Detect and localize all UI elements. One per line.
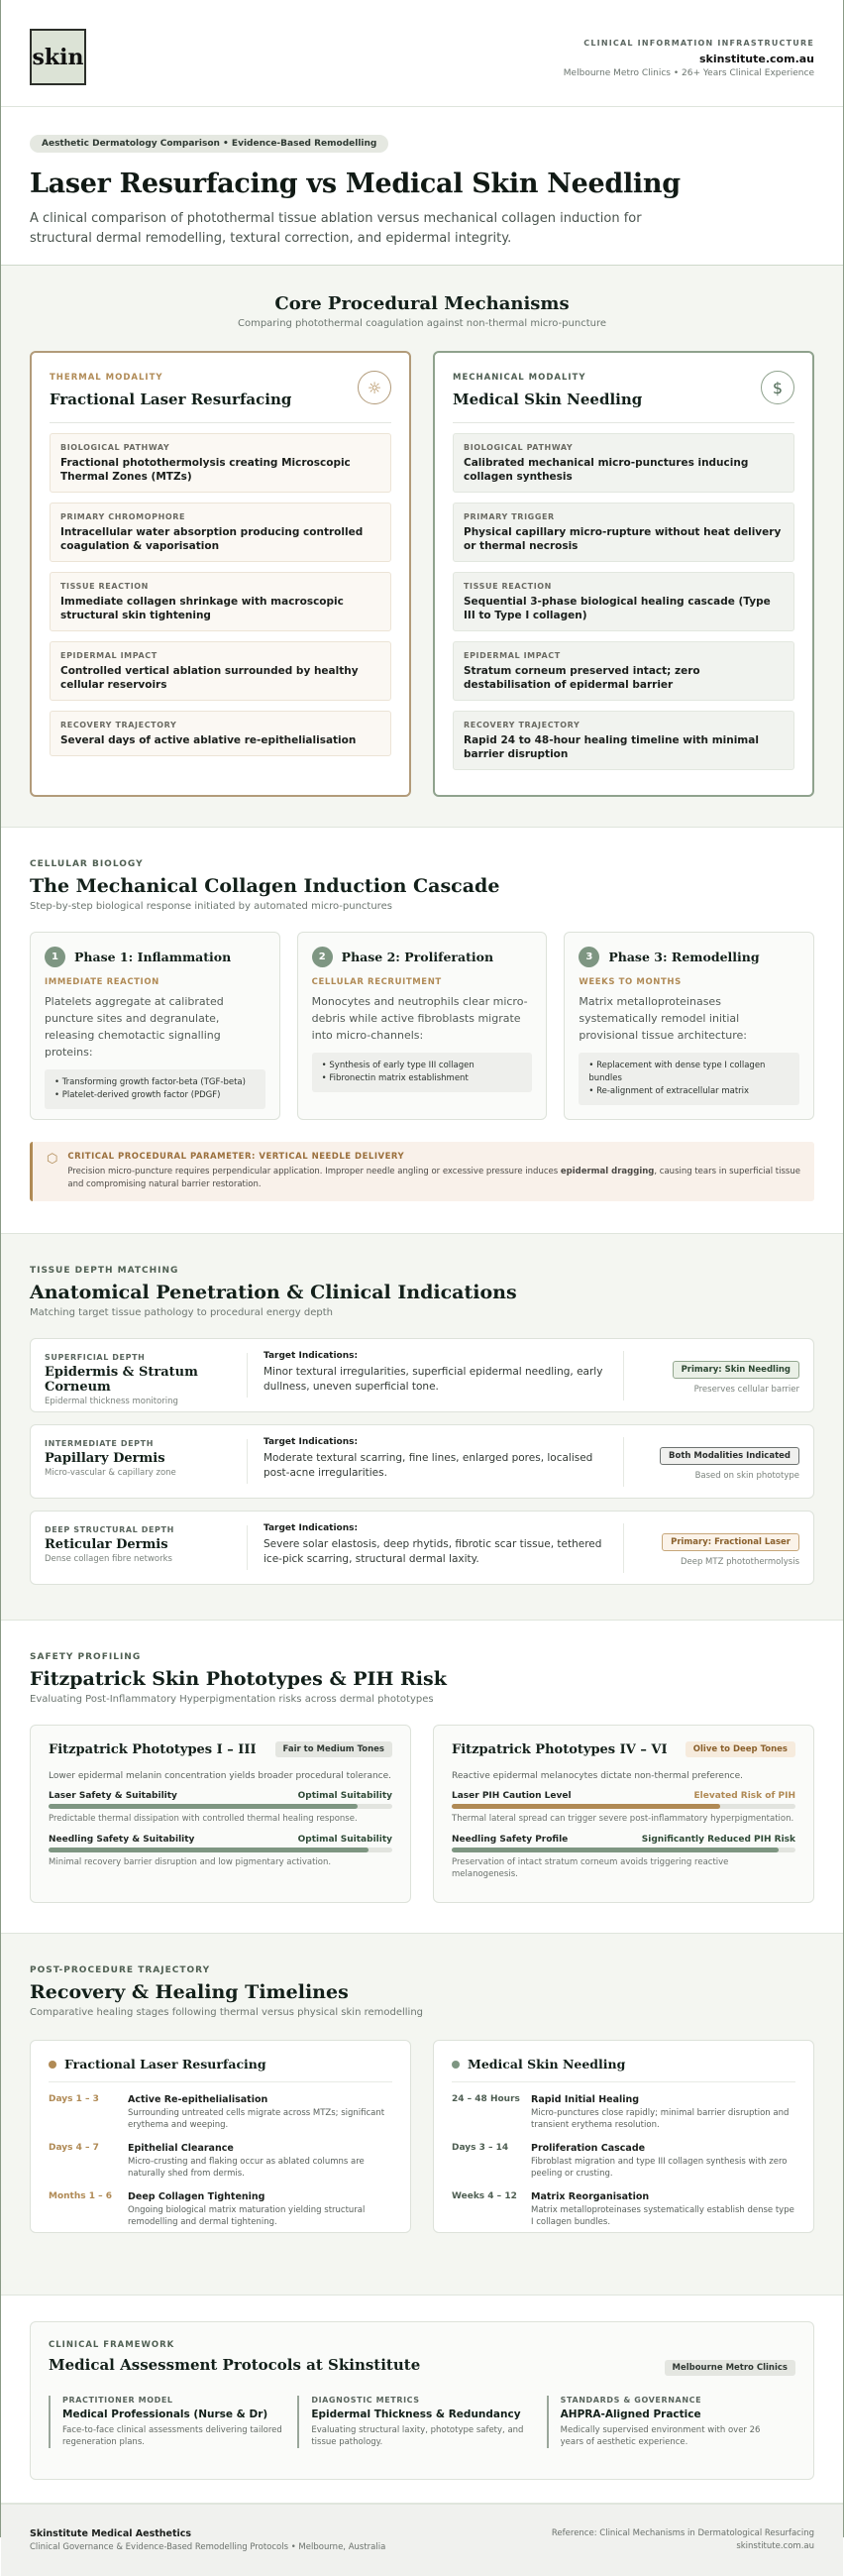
meter-note: Predictable thermal dissipation with controlled thermal healing response. xyxy=(49,1814,358,1824)
safety-meter xyxy=(49,1835,392,1868)
meter-note: Thermal lateral spread can trigger severe post-inflammatory hyperpigmentation. xyxy=(452,1814,794,1824)
mechanical-prop xyxy=(453,503,794,562)
phase-list xyxy=(312,1053,533,1092)
meter-value: Optimal Suitability xyxy=(297,1791,392,1801)
depth-subtitle: Matching target tissue pathology to procedural energy depth xyxy=(30,1307,333,1318)
tan-dot-icon xyxy=(49,2061,56,2069)
column-title: AHPRA-Aligned Practice xyxy=(560,2408,701,2420)
dollar-icon: $ xyxy=(761,371,794,404)
phase-card xyxy=(30,932,280,1120)
alert-title: CRITICAL PROCEDURAL PARAMETER: VERTICAL NEEDLE DELIVERY xyxy=(67,1152,405,1162)
meter-note: Preservation of intact stratum corneum avoids triggering reactive melanogenesis. xyxy=(452,1857,729,1879)
framework-column xyxy=(297,2396,534,2448)
page-footer xyxy=(1,2504,843,2576)
phototype-title: Fitzpatrick Phototypes I – III xyxy=(49,1741,257,1757)
list-item: • Platelet-derived growth factor (PDGF) xyxy=(54,1089,256,1102)
header-tagline: Melbourne Metro Clinics • 26+ Years Clinical Experience xyxy=(563,68,814,78)
cascade-subtitle: Step-by-step biological response initiated by automated micro-punctures xyxy=(30,901,392,912)
thermal-prop xyxy=(50,433,391,493)
prop-value: Stratum corneum preserved intact; zero destabilisation of epidermal barrier xyxy=(464,665,700,691)
meter-value: Elevated Risk of PIH xyxy=(693,1791,795,1801)
alert-body xyxy=(67,1166,800,1191)
column-text: Face-to-face clinical assessments delivering tailored regeneration plans. xyxy=(62,2425,282,2447)
step-title: Epithelial Clearance xyxy=(128,2143,234,2154)
prop-value: Several days of active ablative re-epithelialisation xyxy=(60,734,357,746)
thermal-prop xyxy=(50,503,391,562)
meter-label: Laser PIH Caution Level xyxy=(452,1791,572,1801)
depth-eyebrow: TISSUE DEPTH MATCHING xyxy=(30,1266,179,1276)
mechanisms-title: Core Procedural Mechanisms xyxy=(274,293,570,314)
indications-label: Target Indications: xyxy=(264,1436,359,1447)
timeline-title: Fractional Laser Resurfacing xyxy=(64,2057,266,2072)
phase-card xyxy=(297,932,548,1120)
cascade-title: The Mechanical Collagen Induction Cascade xyxy=(30,875,500,897)
step-when: Days 4 – 7 xyxy=(49,2143,99,2153)
depth-section xyxy=(1,1234,843,1621)
meter-value: Optimal Suitability xyxy=(297,1835,392,1845)
depth-kicker: INTERMEDIATE DEPTH xyxy=(45,1439,154,1448)
framework-title: Medical Assessment Protocols at Skinstitute xyxy=(49,2356,421,2374)
step-text: Matrix metalloproteinases systematically establish dense type I collagen bundles. xyxy=(531,2205,794,2227)
org-label: CLINICAL INFORMATION INFRASTRUCTURE xyxy=(583,39,814,48)
phase-title: Phase 1: Inflammation xyxy=(74,950,232,964)
prop-value: Fractional photothermolysis creating Microscopic Thermal Zones (MTZs) xyxy=(60,457,351,483)
modality-note: Deep MTZ photothermolysis xyxy=(680,1556,799,1567)
fitz-title: Fitzpatrick Skin Phototypes & PIH Risk xyxy=(30,1668,447,1690)
thermal-kicker: THERMAL MODALITY xyxy=(50,373,163,383)
fitz-subtitle: Evaluating Post-Inflammatory Hyperpigmentation risks across dermal phototypes xyxy=(30,1694,434,1705)
timeline-step xyxy=(49,2094,392,2131)
prop-label: TISSUE REACTION xyxy=(60,582,149,591)
phase-number: 1 xyxy=(45,947,65,967)
list-item: • Re-alignment of extracellular matrix xyxy=(588,1085,790,1098)
list-item: • Transforming growth factor-beta (TGF-beta) xyxy=(54,1076,256,1089)
mechanical-title: Medical Skin Needling xyxy=(453,391,643,408)
column-kicker: PRACTITIONER MODEL xyxy=(62,2396,173,2405)
meter-label: Needling Safety Profile xyxy=(452,1835,569,1845)
depth-sub: Epidermal thickness monitoring xyxy=(45,1397,178,1406)
prop-label: BIOLOGICAL PATHWAY xyxy=(464,443,574,452)
prop-value: Physical capillary micro-rupture without heat delivery or thermal necrosis xyxy=(464,526,782,552)
prop-value: Immediate collagen shrinkage with macroscopic structural skin tightening xyxy=(60,596,344,621)
step-text: Micro-crusting and flaking occur as ablated columns are naturally shed from dermis. xyxy=(128,2157,365,2179)
phototype-card xyxy=(30,1725,411,1903)
phototype-card xyxy=(433,1725,814,1903)
mechanical-card xyxy=(433,351,814,797)
list-item: • Replacement with dense type I collagen bundles xyxy=(588,1060,790,1085)
column-kicker: DIAGNOSTIC METRICS xyxy=(311,2396,420,2405)
phase-tag: WEEKS TO MONTHS xyxy=(579,977,682,987)
phase-number: 3 xyxy=(579,947,599,967)
timeline-title: Medical Skin Needling xyxy=(468,2057,626,2072)
phase-tag: IMMEDIATE REACTION xyxy=(45,977,159,987)
cascade-section xyxy=(1,828,843,1234)
domain-link[interactable]: skinstitute.com.au xyxy=(699,53,814,65)
hero-intro: A clinical comparison of photothermal tissue ablation versus mechanical collagen induction for structural dermal remodelling, textural correction, and epidermal integrity. xyxy=(30,211,642,246)
timeline-step xyxy=(452,2143,795,2180)
hero xyxy=(1,107,843,266)
step-text: Surrounding untreated cells migrate across MTZs; significant erythema and weeping. xyxy=(128,2108,385,2130)
tone-badge: Fair to Medium Tones xyxy=(275,1741,392,1757)
recovery-eyebrow: POST-PROCEDURE TRAJECTORY xyxy=(30,1965,211,1975)
prop-label: BIOLOGICAL PATHWAY xyxy=(60,443,170,452)
needling-timeline-card xyxy=(433,2040,814,2233)
depth-row xyxy=(30,1338,814,1412)
step-title: Active Re-epithelialisation xyxy=(128,2094,268,2105)
prop-label: EPIDERMAL IMPACT xyxy=(464,651,561,660)
logo[interactable]: skin xyxy=(30,29,86,85)
depth-layer: Papillary Dermis xyxy=(45,1451,165,1466)
prop-label: PRIMARY CHROMOPHORE xyxy=(60,512,186,521)
meter-note: Minimal recovery barrier disruption and low pigmentary activation. xyxy=(49,1857,332,1867)
step-when: 24 – 48 Hours xyxy=(452,2094,520,2104)
modality-note: Preserves cellular barrier xyxy=(693,1384,799,1395)
phototype-title: Fitzpatrick Phototypes IV – VI xyxy=(452,1741,668,1757)
phase-title: Phase 2: Proliferation xyxy=(341,950,494,964)
column-title: Epidermal Thickness & Redundancy xyxy=(311,2408,521,2420)
prop-value: Controlled vertical ablation surrounded by healthy cellular reservoirs xyxy=(60,665,359,691)
step-when: Days 3 – 14 xyxy=(452,2143,509,2153)
meter-value: Significantly Reduced PIH Risk xyxy=(641,1835,795,1845)
meter-label: Needling Safety & Suitability xyxy=(49,1835,195,1845)
timeline-step xyxy=(49,2143,392,2180)
recovery-subtitle: Comparative healing stages following thermal versus physical skin remodelling xyxy=(30,2007,424,2018)
indications-label: Target Indications: xyxy=(264,1350,359,1361)
indications-label: Target Indications: xyxy=(264,1522,359,1533)
tone-badge: Olive to Deep Tones xyxy=(686,1741,795,1757)
prop-value: Intracellular water absorption producing controlled coagulation & vaporisation xyxy=(60,526,364,552)
safety-meter xyxy=(452,1835,795,1880)
prop-value: Sequential 3-phase biological healing cascade (Type III to Type I collagen) xyxy=(464,596,771,621)
laser-timeline-card xyxy=(30,2040,411,2233)
prop-value: Rapid 24 to 48-hour healing timeline with minimal barrier disruption xyxy=(464,734,759,760)
step-title: Matrix Reorganisation xyxy=(531,2191,650,2202)
risk-meter xyxy=(452,1791,795,1825)
modality-note: Based on skin phototype xyxy=(694,1470,799,1481)
step-text: Micro-punctures close rapidly; minimal barrier disruption and transient erythema resolution. xyxy=(531,2108,790,2130)
mechanical-kicker: MECHANICAL MODALITY xyxy=(453,373,586,383)
critical-alert xyxy=(30,1142,814,1201)
phototype-desc: Reactive epidermal melanocytes dictate non-thermal preference. xyxy=(452,1771,744,1781)
page-header xyxy=(1,0,843,107)
indications-text: Severe solar elastosis, deep rhytids, fibrotic scar tissue, tethered ice-pick scarring, structural dermal laxity. xyxy=(264,1537,602,1565)
thermal-prop xyxy=(50,711,391,756)
step-text: Fibroblast migration and type III collagen synthesis with zero peeling or crusting. xyxy=(531,2157,788,2179)
prop-label: RECOVERY TRAJECTORY xyxy=(464,721,580,729)
footer-reference: Reference: Clinical Mechanisms in Dermatological Resurfacing xyxy=(551,2528,814,2538)
thermal-card xyxy=(30,351,411,797)
timeline-step xyxy=(452,2094,795,2131)
mechanical-prop xyxy=(453,711,794,770)
mechanical-prop xyxy=(453,433,794,493)
depth-title: Anatomical Penetration & Clinical Indications xyxy=(30,1282,517,1303)
cascade-eyebrow: CELLULAR BIOLOGY xyxy=(30,859,144,869)
safety-meter xyxy=(49,1791,392,1825)
topic-pill: Aesthetic Dermatology Comparison • Evidence-Based Remodelling xyxy=(30,135,388,153)
step-text: Ongoing biological matrix maturation yielding structural remodelling and dermal tightening. xyxy=(128,2205,366,2227)
recovery-title: Recovery & Healing Timelines xyxy=(30,1981,349,2003)
alert-text: , causing tears in superficial tissue and compromising natural barrier restoration. xyxy=(67,1167,800,1189)
phase-list xyxy=(579,1053,799,1105)
depth-layer: Epidermis & Stratum Corneum xyxy=(45,1365,198,1395)
fitz-eyebrow: SAFETY PROFILING xyxy=(30,1652,142,1662)
step-when: Weeks 4 – 12 xyxy=(452,2191,517,2201)
framework-section xyxy=(1,2296,843,2504)
column-kicker: STANDARDS & GOVERNANCE xyxy=(560,2396,702,2405)
thermal-prop xyxy=(50,641,391,701)
green-dot-icon xyxy=(452,2061,460,2069)
timeline-step xyxy=(452,2191,795,2228)
prop-label: EPIDERMAL IMPACT xyxy=(60,651,158,660)
header-meta xyxy=(564,29,814,78)
column-text: Medically supervised environment with over 26 years of aesthetic experience. xyxy=(560,2425,761,2447)
step-when: Months 1 – 6 xyxy=(49,2191,113,2201)
depth-row xyxy=(30,1424,814,1499)
warning-icon: ⬡ xyxy=(47,1152,58,1167)
phase-list xyxy=(45,1069,265,1109)
prop-value: Calibrated mechanical micro-punctures inducing collagen synthesis xyxy=(464,457,749,483)
mechanical-prop xyxy=(453,572,794,631)
fitzpatrick-section xyxy=(1,1621,843,1934)
framework-column xyxy=(547,2396,784,2448)
mechanisms-section xyxy=(1,266,843,828)
alert-text: Precision micro-puncture requires perpendicular application. Improper needle angling or excessive pressure induces xyxy=(67,1167,561,1176)
footer-brand: Skinstitute Medical Aesthetics xyxy=(30,2528,192,2539)
meter-label: Laser Safety & Suitability xyxy=(49,1791,177,1801)
clinic-badge: Melbourne Metro Clinics xyxy=(665,2360,796,2376)
meter-fill xyxy=(452,1848,779,1852)
thermal-prop xyxy=(50,572,391,631)
footer-sub: Clinical Governance & Evidence-Based Remodelling Protocols • Melbourne, Australia xyxy=(30,2542,386,2552)
column-title: Medical Professionals (Nurse & Dr) xyxy=(62,2408,268,2420)
phase-tag: CELLULAR RECRUITMENT xyxy=(311,977,442,987)
meter-fill xyxy=(452,1804,720,1809)
depth-sub: Dense collagen fibre networks xyxy=(45,1554,172,1564)
indications-text: Moderate textural scarring, fine lines, enlarged pores, localised post-acne irregularities. xyxy=(264,1451,593,1479)
phase-desc: Matrix metalloproteinases systematically remodel initial provisional tissue architecture: xyxy=(579,995,748,1042)
column-text: Evaluating structural laxity, phototype safety, and tissue pathology. xyxy=(311,2425,524,2447)
prop-label: TISSUE REACTION xyxy=(464,582,552,591)
step-when: Days 1 – 3 xyxy=(49,2094,99,2104)
framework-kicker: CLINICAL FRAMEWORK xyxy=(49,2340,175,2350)
recovery-section xyxy=(1,1934,843,2296)
depth-layer: Reticular Dermis xyxy=(45,1537,168,1552)
list-item: • Fibronectin matrix establishment xyxy=(322,1072,523,1085)
list-item: • Synthesis of early type III collagen xyxy=(322,1060,523,1072)
sun-icon: ☼ xyxy=(358,371,391,404)
depth-row xyxy=(30,1511,814,1585)
thermal-title: Fractional Laser Resurfacing xyxy=(50,391,292,408)
meter-fill xyxy=(49,1804,358,1809)
phase-number: 2 xyxy=(312,947,333,967)
phase-title: Phase 3: Remodelling xyxy=(608,950,760,964)
mechanisms-subtitle: Comparing photothermal coagulation against non-thermal micro-puncture xyxy=(237,318,606,329)
depth-kicker: DEEP STRUCTURAL DEPTH xyxy=(45,1525,174,1534)
step-title: Rapid Initial Healing xyxy=(531,2094,640,2105)
prop-label: PRIMARY TRIGGER xyxy=(464,512,555,521)
modality-badge: Primary: Skin Needling xyxy=(673,1361,799,1379)
timeline-step xyxy=(49,2191,392,2228)
framework-card xyxy=(30,2321,814,2480)
phototype-desc: Lower epidermal melanin concentration yields broader procedural tolerance. xyxy=(49,1771,392,1781)
meter-fill xyxy=(49,1848,369,1852)
modality-badge: Both Modalities Indicated xyxy=(660,1447,799,1465)
footer-site-link[interactable]: skinstitute.com.au xyxy=(736,2541,814,2551)
mechanical-prop xyxy=(453,641,794,701)
phase-desc: Monocytes and neutrophils clear micro-debris while active fibroblasts migrate into micro-channels: xyxy=(311,995,528,1042)
alert-emphasis: epidermal dragging xyxy=(560,1167,655,1176)
depth-sub: Micro-vascular & capillary zone xyxy=(45,1468,176,1478)
indications-text: Minor textural irregularities, superficial epidermal needling, early dullness, uneven superficial tone. xyxy=(264,1365,603,1393)
framework-column xyxy=(49,2396,285,2448)
phase-desc: Platelets aggregate at calibrated puncture sites and degranulate, releasing chemotactic signalling proteins: xyxy=(45,995,224,1059)
modality-badge: Primary: Fractional Laser xyxy=(662,1533,799,1551)
depth-kicker: SUPERFICIAL DEPTH xyxy=(45,1353,146,1362)
page-title: Laser Resurfacing vs Medical Skin Needling xyxy=(30,168,681,199)
step-title: Proliferation Cascade xyxy=(531,2143,646,2154)
prop-label: RECOVERY TRAJECTORY xyxy=(60,721,177,729)
phase-card xyxy=(564,932,814,1120)
step-title: Deep Collagen Tightening xyxy=(128,2191,265,2202)
